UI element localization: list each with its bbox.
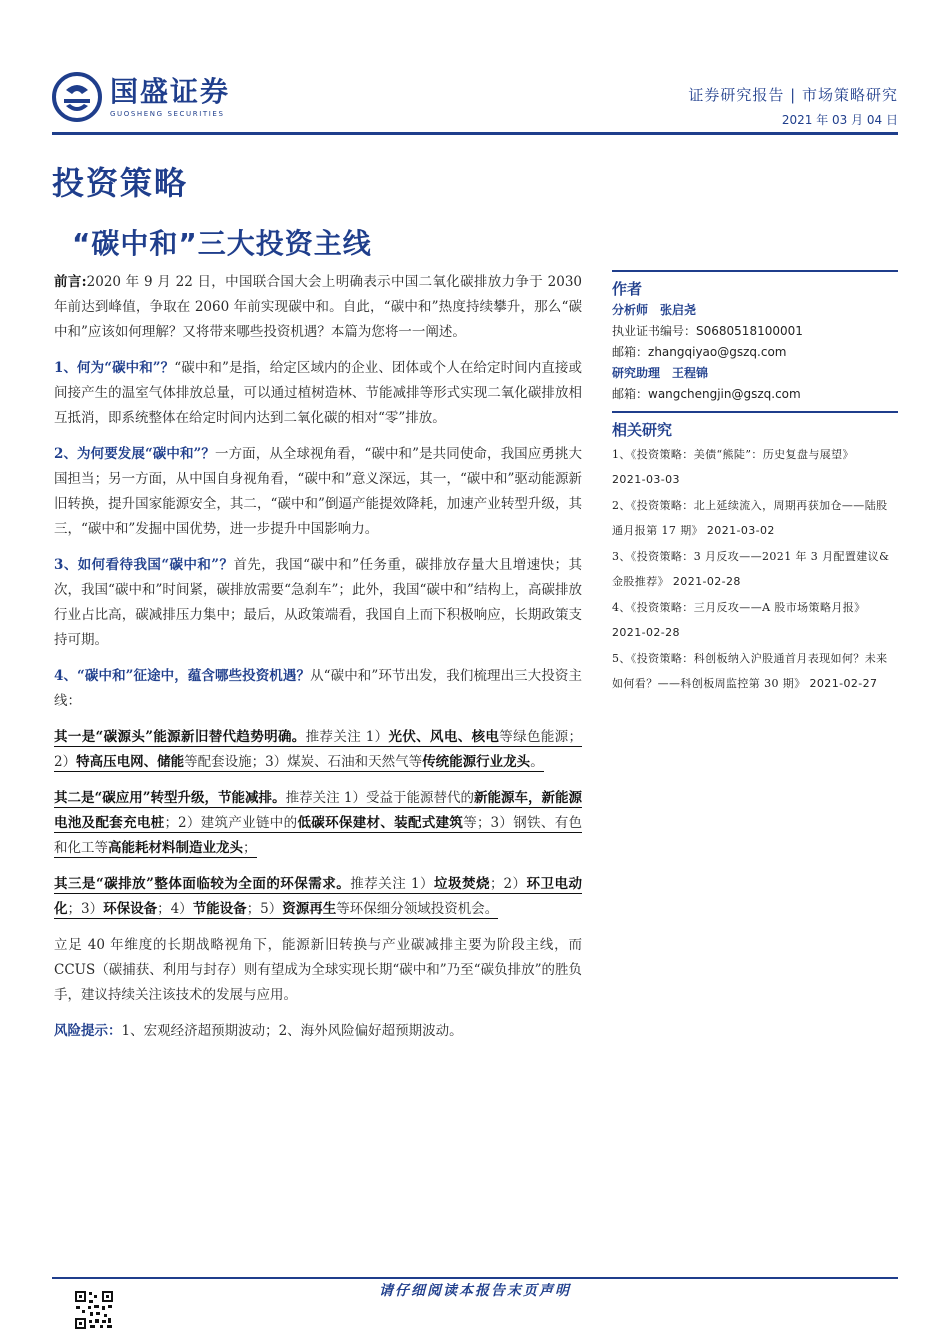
related-heading: 相关研究 <box>612 411 898 441</box>
line-2-text: ；2）建筑产业链中的 <box>164 815 298 831</box>
line-1-highlight: 特高压电网、储能 <box>76 754 185 770</box>
related-item[interactable] <box>612 646 898 696</box>
line-1-highlight: 光伏、风电、核电 <box>388 729 500 745</box>
line-3-text: ；3） <box>67 901 104 917</box>
related-title: 1、《投资策略：美债“熊陡”：历史复盘与展望》 <box>612 448 854 461</box>
investment-line-3 <box>54 872 582 922</box>
analyst-name: 张启尧 <box>660 303 697 317</box>
assistant-role: 研究助理 <box>612 366 661 380</box>
line-3-highlight: 节能设备 <box>192 901 247 917</box>
risk-paragraph <box>54 1019 582 1044</box>
logo-english-name: GUOSHENG SECURITIES <box>110 110 225 118</box>
related-item[interactable] <box>612 442 898 492</box>
investment-line-1 <box>54 725 582 775</box>
line-1-text: 等配套设施；3）煤炭、石油和天然气等 <box>184 754 423 770</box>
line-3-highlight: 环卫电动化 <box>54 876 583 917</box>
logo-chinese-name: 国盛证券 <box>110 75 231 108</box>
related-item[interactable] <box>612 595 898 645</box>
analyst-email[interactable]: zhangqiyao@gszq.com <box>648 345 787 359</box>
company-logo <box>52 72 230 122</box>
sidebar <box>612 270 898 696</box>
related-title: 5、《投资策略：科创板纳入沪股通首月表现如何？未来如何看？——科创板周监控第 30 期》 <box>612 652 888 690</box>
risk-text: 1、宏观经济超预期波动；2、海外风险偏好超预期波动。 <box>121 1023 463 1039</box>
cert-number: S0680518100001 <box>696 324 803 338</box>
header-divider <box>52 132 898 135</box>
guosheng-logo-icon <box>52 72 102 122</box>
question-2-paragraph <box>54 442 582 542</box>
related-date: 2021-02-28 <box>612 626 680 639</box>
related-item[interactable] <box>612 544 898 594</box>
cert-line <box>612 321 898 342</box>
assistant-email-line <box>612 384 898 405</box>
risk-label: 风险提示： <box>54 1023 122 1039</box>
line-1-heading: 其一是“碳源头”能源新旧替代趋势明确。 <box>54 729 306 745</box>
report-type: 证券研究报告 | 市场策略研究 <box>688 86 898 104</box>
question-3-label: 3、如何看待我国“碳中和”？ <box>54 557 234 573</box>
related-title: 4、《投资策略：三月反攻——A 股市场策略月报》 <box>612 601 866 614</box>
analyst-line <box>612 300 898 321</box>
line-2-highlight: 高能耗材料制造业龙头 <box>108 840 243 856</box>
related-date: 2021-03-03 <box>612 473 680 486</box>
intro-label: 前言: <box>54 274 87 290</box>
line-3-text: ；4） <box>157 901 193 917</box>
line-2-highlight: 低碳环保建材、装配式建筑 <box>297 815 464 831</box>
related-item[interactable] <box>612 493 898 543</box>
line-1-highlight: 传统能源行业龙头 <box>422 754 531 770</box>
question-2-text: 一方面，从全球视角看，“碳中和”是共同使命，我国应勇挑大国担当；另一方面，从中国自身视角看，“碳中和”意义深远，其一，“碳中和”驱动能源新旧转换，提升国家能源安全，其二，“碳中和”倒逼产能提效降耗，加速产业转型升级，其三，“碳中和”发掘中国优势，进一步提升中国影响力。 <box>54 446 582 537</box>
related-date: 2021-02-27 <box>809 677 878 690</box>
author-heading: 作者 <box>612 270 898 300</box>
email-label: 邮箱： <box>612 387 649 401</box>
investment-line-2 <box>54 786 582 861</box>
line-2-text: ； <box>243 840 257 856</box>
question-2-label: 2、为何要发展“碳中和”？ <box>54 446 215 462</box>
report-title: “碳中和”三大投资主线 <box>72 227 372 260</box>
intro-text: 2020 年 9 月 22 日，中国联合国大会上明确表示中国二氧化碳排放力争于 2030 年前达到峰值，争取在 2060 年前实现碳中和。自此，“碳中和”热度持续攀升，那么“碳中和”应该如何理解？又将带来哪些投资机遇？本篇为您将一一阐述。 <box>54 274 583 340</box>
line-3-text: ；5） <box>246 901 283 917</box>
report-body <box>54 270 582 1055</box>
cert-label: 执业证书编号： <box>612 324 697 338</box>
section-title: 投资策略 <box>52 164 189 202</box>
report-date: 2021 年 03 月 04 日 <box>781 113 898 127</box>
line-1-text: 。 <box>530 754 544 770</box>
line-3-text: ；2） <box>489 876 527 892</box>
related-date: 2021-02-28 <box>672 575 741 588</box>
email-label: 邮箱： <box>612 345 649 359</box>
question-3-text: 首先，我国“碳中和”任务重，碳排放存量大且增速快；其次，我国“碳中和”时间紧，碳排放需要“急刹车”；此外，我国“碳中和”结构上，高碳排放行业占比高，碳减排压力集中；最后，从政策端看，我国自上而下积极响应，长期政策支持可期。 <box>54 557 582 648</box>
analyst-role: 分析师 <box>612 303 649 317</box>
question-4-label: 4、“碳中和”征途中，蕴含哪些投资机遇？ <box>54 668 311 684</box>
question-4-text: 从“碳中和”环节出发，我们梳理出三大投资主线： <box>54 668 582 709</box>
line-2-heading: 其二是“碳应用”转型升级，节能减排。 <box>54 790 286 806</box>
related-title: 2、《投资策略：北上延续流入，周期再获加仓——陆股通月报第 17 期》 <box>612 499 888 537</box>
closing-paragraph: 立足 40 年维度的长期战略视角下，能源新旧转换与产业碳减排主要为阶段主线，而 CCUS（碳捕获、利用与封存）则有望成为全球实现长期“碳中和”乃至“碳负排放”的胜负手，建议持续关注该技术的发展与应用。 <box>54 937 582 1003</box>
assistant-line <box>612 363 898 384</box>
related-title: 3、《投资策略：3 月反攻——2021 年 3 月配置建议&金股推荐》 <box>612 550 890 588</box>
line-3-text: 等环保细分领域投资机会。 <box>336 901 499 917</box>
line-3-heading: 其三是“碳排放”整体面临较为全面的环保需求。 <box>54 876 351 892</box>
question-1-label: 1、何为“碳中和”？ <box>54 360 175 376</box>
line-1-text: 推荐关注 1） <box>305 729 389 745</box>
footer-divider <box>52 1277 898 1279</box>
line-2-highlight: 新能源车，新能源电池及配套充电桩 <box>54 790 583 831</box>
assistant-email[interactable]: wangchengjin@gszq.com <box>648 387 801 401</box>
line-2-text: 等；3）钢铁、有色和化工等 <box>54 815 583 856</box>
line-1-text: 等绿色能源；2） <box>54 729 583 770</box>
intro-paragraph <box>54 270 582 345</box>
question-1-text: “碳中和”是指，给定区域内的企业、团体或个人在给定时间内直接或间接产生的温室气体排放总量，可以通过植树造林、节能减排等形式实现二氧化碳排放相互抵消，即系统整体在给定时间内达到二氧化碳的相对“零”排放。 <box>54 360 582 426</box>
line-3-highlight: 环保设备 <box>103 901 158 917</box>
page-header <box>0 0 950 140</box>
assistant-name: 王程锦 <box>672 366 709 380</box>
question-3-paragraph <box>54 553 582 653</box>
question-4-paragraph <box>54 664 582 714</box>
line-3-highlight: 垃圾焚烧 <box>434 876 490 892</box>
analyst-email-line <box>612 342 898 363</box>
footer-disclaimer: 请仔细阅读本报告末页声明 <box>379 1283 571 1299</box>
question-1-paragraph <box>54 356 582 431</box>
line-2-text: 推荐关注 1）受益于能源替代的 <box>285 790 474 806</box>
related-date: 2021-03-02 <box>706 524 775 537</box>
line-3-text: 推荐关注 1） <box>350 876 435 892</box>
line-3-highlight: 资源再生 <box>282 901 337 917</box>
